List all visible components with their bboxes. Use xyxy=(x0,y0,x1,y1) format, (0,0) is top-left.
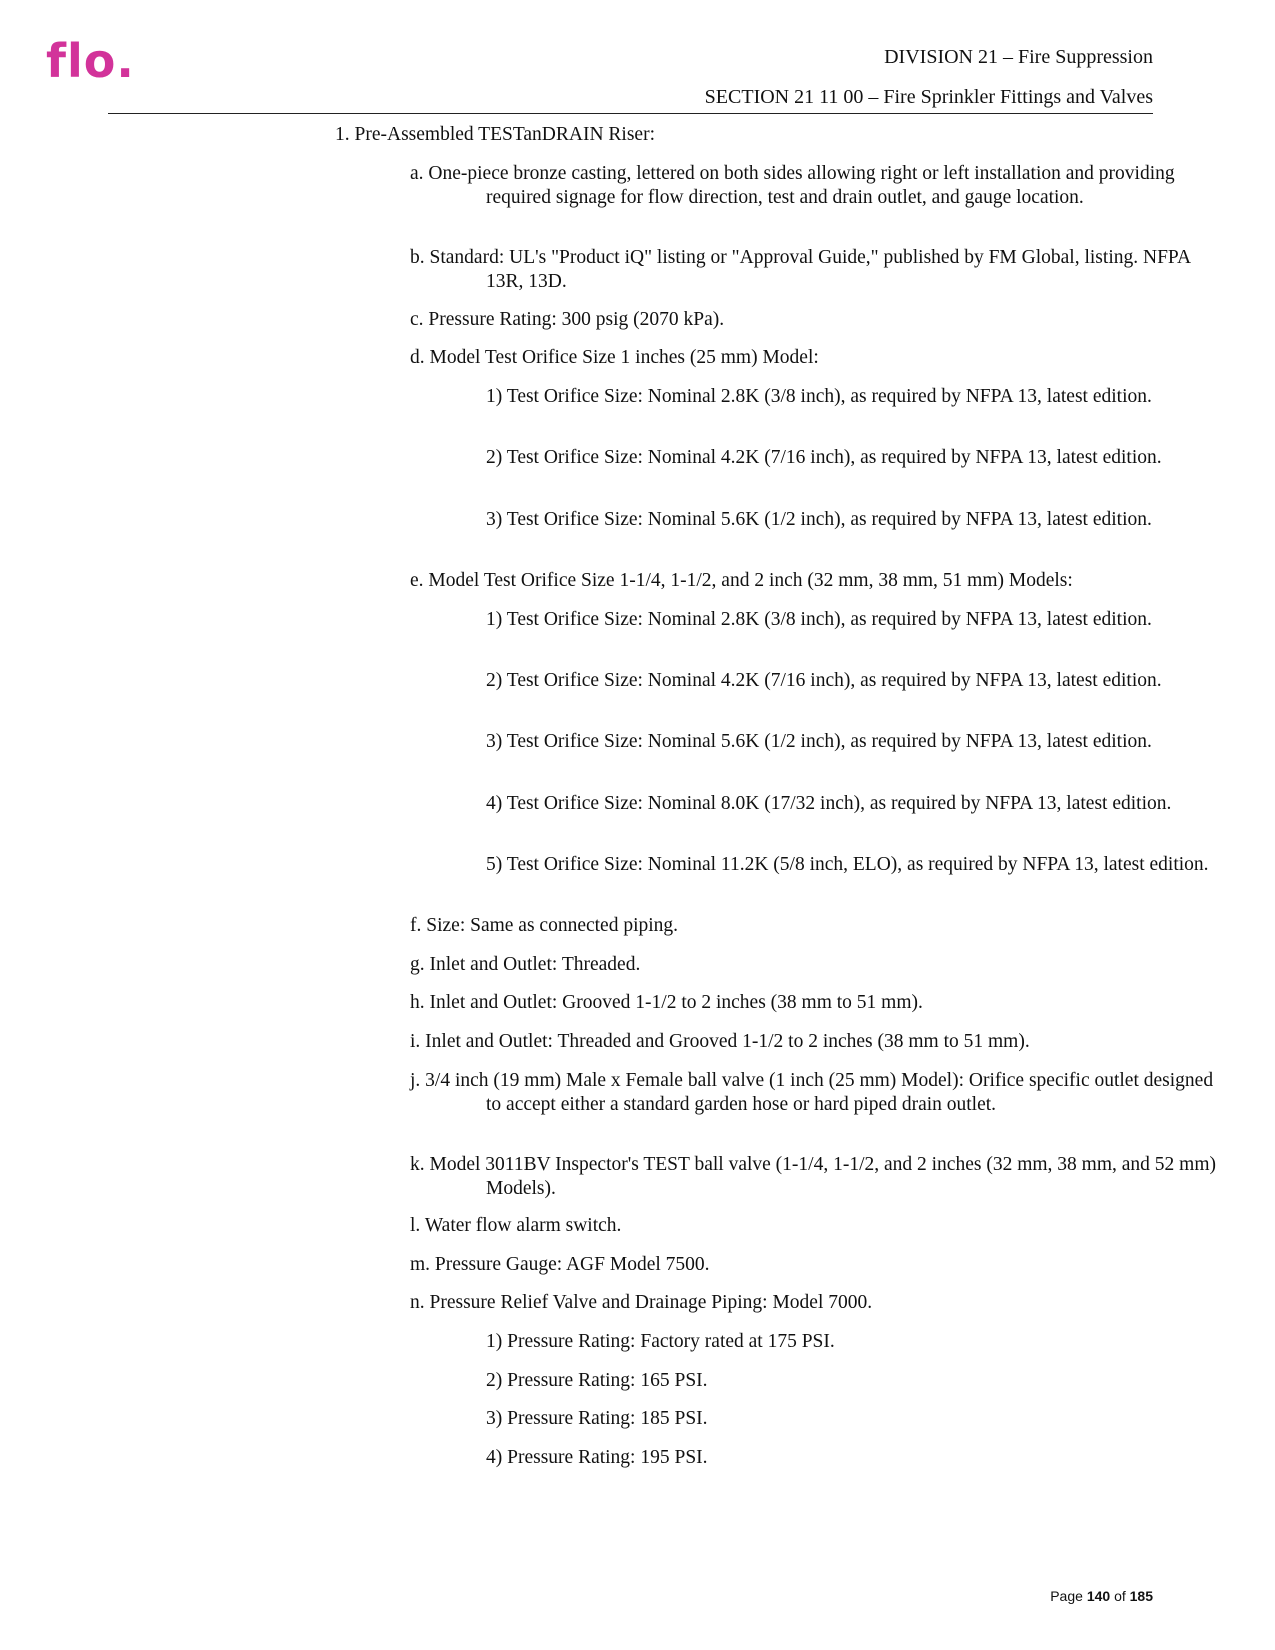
page-label: Page xyxy=(1050,1588,1083,1604)
division-title: DIVISION 21 – Fire Suppression xyxy=(884,46,1153,68)
flo-logo: flo. xyxy=(46,34,135,88)
list-item: e. Model Test Orifice Size 1-1/4, 1-1/2, and 2 inch (32 mm, 38 mm, 51 mm) Models: xyxy=(410,570,1073,591)
list-item: i. Inlet and Outlet: Threaded and Grooved 1-1/2 to 2 inches (38 mm to 51 mm). xyxy=(410,1031,1030,1052)
list-item: 1. Pre-Assembled TESTanDRAIN Riser: xyxy=(335,124,655,145)
list-item: a. One-piece bronze casting, lettered on both sides allowing right or left installation and providing required signage for flow direction, test and drain outlet, and gauge location. xyxy=(410,163,1175,208)
list-item: n. Pressure Relief Valve and Drainage Piping: Model 7000. xyxy=(410,1292,873,1313)
page-number xyxy=(1050,1588,1153,1604)
list-item: g. Inlet and Outlet: Threaded. xyxy=(410,954,641,975)
list-item: 4) Pressure Rating: 195 PSI. xyxy=(486,1447,708,1468)
list-item: 2) Test Orifice Size: Nominal 4.2K (7/16 inch), as required by NFPA 13, latest edition. xyxy=(486,447,1162,468)
list-item: 3) Test Orifice Size: Nominal 5.6K (1/2 inch), as required by NFPA 13, latest edition. xyxy=(486,509,1152,530)
list-item: 3) Pressure Rating: 185 PSI. xyxy=(486,1408,708,1429)
list-item: b. Standard: UL's "Product iQ" listing or "Approval Guide," published by FM Global, listing. NFPA 13R, 13D. xyxy=(410,247,1190,292)
list-item: 4) Test Orifice Size: Nominal 8.0K (17/32 inch), as required by NFPA 13, latest edition. xyxy=(486,793,1172,814)
list-item: h. Inlet and Outlet: Grooved 1-1/2 to 2 inches (38 mm to 51 mm). xyxy=(410,992,923,1013)
list-item: j. 3/4 inch (19 mm) Male x Female ball valve (1 inch (25 mm) Model): Orifice specific outlet designed to accept either a standard garden hose or hard piped drain outlet. xyxy=(410,1070,1214,1115)
page-of: of xyxy=(1114,1588,1126,1604)
list-item: k. Model 3011BV Inspector's TEST ball valve (1-1/4, 1-1/2, and 2 inches (32 mm, 38 mm, and 52 mm) Models). xyxy=(410,1154,1216,1199)
list-item: m. Pressure Gauge: AGF Model 7500. xyxy=(410,1254,710,1275)
list-item: f. Size: Same as connected piping. xyxy=(410,915,679,936)
list-item: 1) Pressure Rating: Factory rated at 175 PSI. xyxy=(486,1331,835,1352)
list-item: 2) Pressure Rating: 165 PSI. xyxy=(486,1370,708,1391)
list-item: c. Pressure Rating: 300 psig (2070 kPa). xyxy=(410,309,725,330)
header-divider xyxy=(108,113,1153,114)
list-item: l. Water flow alarm switch. xyxy=(410,1215,622,1236)
page-current: 140 xyxy=(1086,1588,1111,1604)
section-title: SECTION 21 11 00 – Fire Sprinkler Fittings and Valves xyxy=(704,86,1153,108)
page-total: 185 xyxy=(1129,1588,1153,1604)
list-item: d. Model Test Orifice Size 1 inches (25 mm) Model: xyxy=(410,347,819,368)
list-item: 1) Test Orifice Size: Nominal 2.8K (3/8 inch), as required by NFPA 13, latest edition. xyxy=(486,609,1152,630)
list-item: 3) Test Orifice Size: Nominal 5.6K (1/2 inch), as required by NFPA 13, latest edition. xyxy=(486,731,1152,752)
list-item: 5) Test Orifice Size: Nominal 11.2K (5/8 inch, ELO), as required by NFPA 13, latest edition. xyxy=(486,854,1209,875)
list-item: 1) Test Orifice Size: Nominal 2.8K (3/8 inch), as required by NFPA 13, latest edition. xyxy=(486,386,1152,407)
list-item: 2) Test Orifice Size: Nominal 4.2K (7/16 inch), as required by NFPA 13, latest edition. xyxy=(486,670,1162,691)
